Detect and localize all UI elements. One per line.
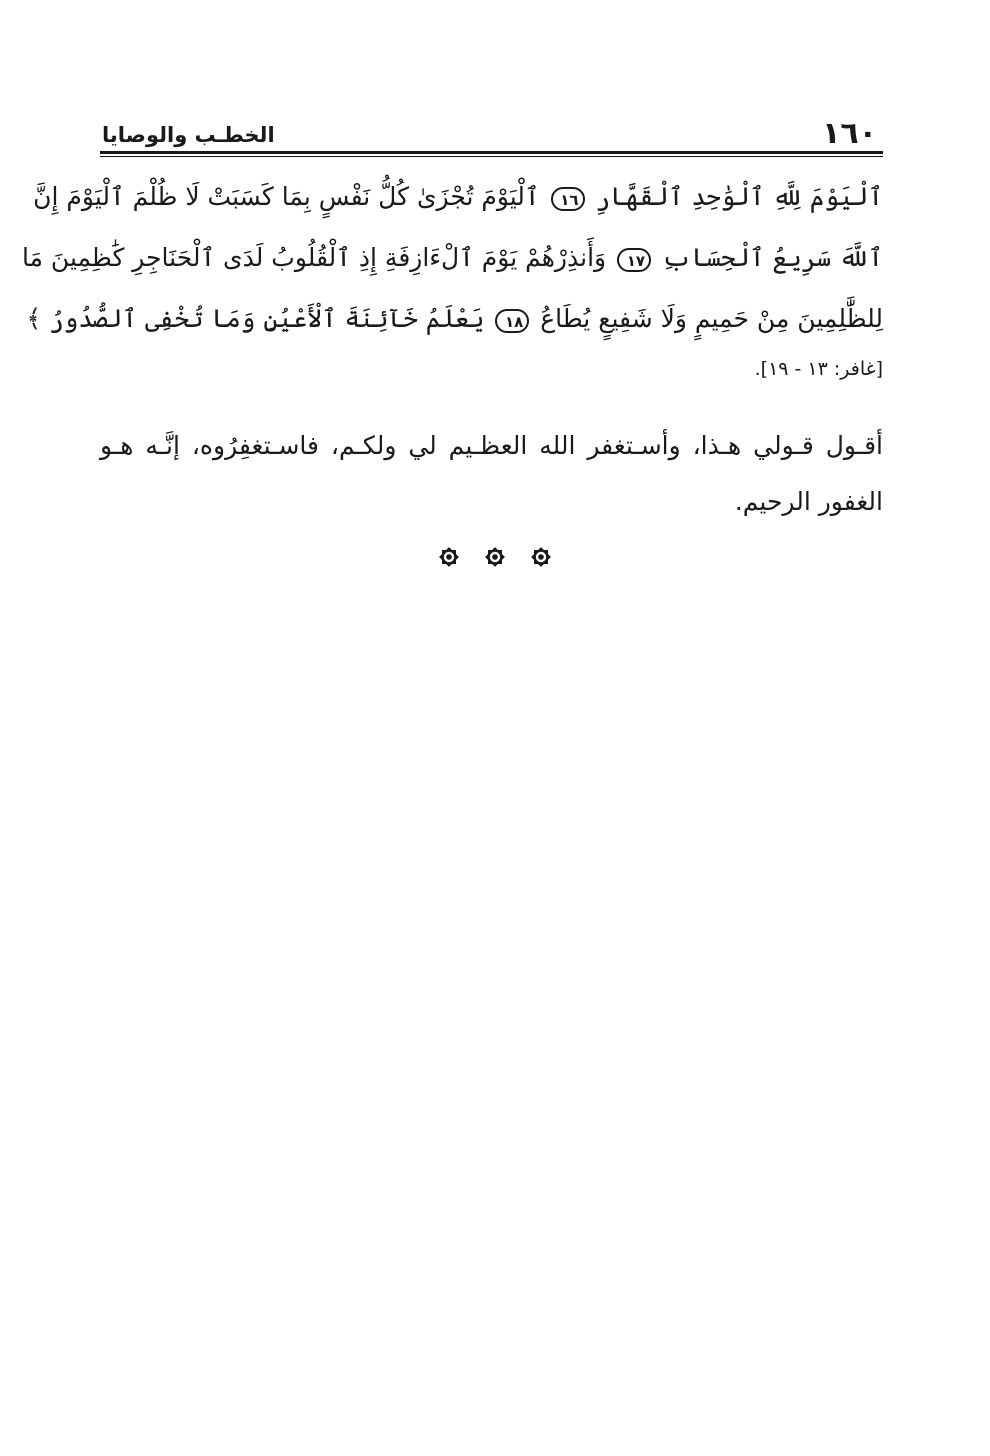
header-rule-thin — [100, 156, 883, 157]
closing-line: أقـول قـولي هـذا، وأسـتغفر الله العظـيم لي ولكـم، فاسـتغفِرُوه، إنَّـه هـو — [100, 431, 883, 460]
verse-text: ٱلْيَوْمَ لِلَّهِ ٱلْوَٰحِدِ ٱلْقَهَّارِ — [595, 182, 883, 211]
flower-ornament-icon — [527, 543, 555, 575]
ayah-number-marker: ١٧ — [617, 248, 651, 272]
verse-line — [21, 227, 883, 288]
quran-verse-block — [21, 166, 883, 349]
running-head: الخطـب والوصايا — [102, 123, 275, 147]
verse-text: ٱلْيَوْمَ تُجْزَىٰ كُلُّ نَفْسٍ بِمَا كَسَبَتْ لَا ظُلْمَ ٱلْيَوْمَ إِنَّ — [33, 182, 540, 211]
verse-text: لِلظَّٰلِمِينَ مِنْ حَمِيمٍ وَلَا شَفِيعٍ يُطَاعُ — [540, 304, 883, 333]
verse-line — [26, 288, 883, 349]
flower-ornament-icon — [481, 543, 509, 575]
flower-ornament-icon — [435, 543, 463, 575]
ayah-number-marker: ١٨ — [495, 309, 529, 333]
page-number: ١٦٠ — [822, 116, 877, 151]
verse-line — [33, 166, 883, 227]
verse-text: ٱللَّهَ سَرِيعُ ٱلْحِسَابِ — [662, 243, 883, 272]
section-divider-ornaments — [435, 541, 555, 577]
closing-line: الغفور الرحيم. — [734, 487, 883, 516]
verse-text: يَعْلَمُ خَآئِنَةَ ٱلْأَعْيُنِ وَمَا تُخْفِى ٱلصُّدُورُ ﴾ — [26, 304, 485, 333]
page-header — [100, 116, 883, 156]
header-rule-thick — [100, 151, 883, 154]
verse-text: وَأَنذِرْهُمْ يَوْمَ ٱلْءَازِفَةِ إِذِ ٱلْقُلُوبُ لَدَى ٱلْحَنَاجِرِ كَٰظِمِينَ مَا — [21, 243, 607, 272]
closing-paragraph — [100, 418, 883, 530]
ayah-number-marker: ١٦ — [551, 187, 585, 211]
verse-citation: [غافر: ١٣ - ١٩]. — [754, 358, 883, 380]
